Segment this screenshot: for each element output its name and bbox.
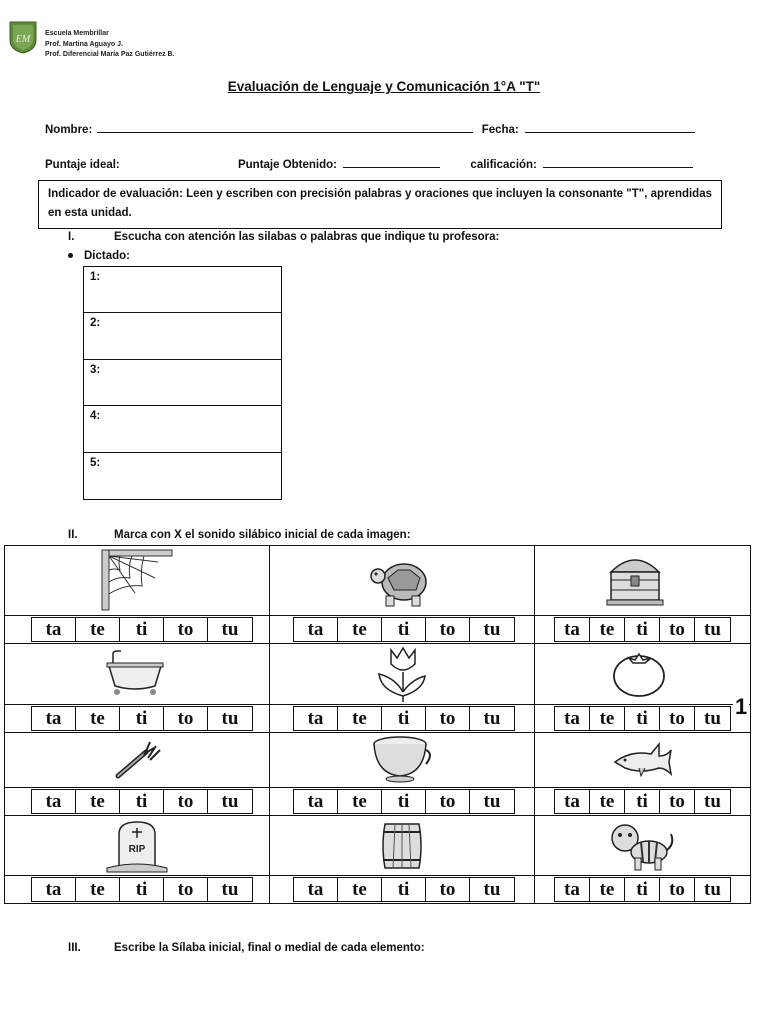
syllable-options (293, 617, 515, 642)
calificacion-blank[interactable] (543, 157, 693, 168)
grid-divider (534, 546, 535, 903)
syllable-options (293, 789, 515, 814)
grid-divider (5, 615, 750, 616)
syllable-grid (4, 545, 751, 904)
diff-teacher-name: Prof. Diferencial María Paz Gutiérrez B. (45, 51, 175, 58)
svg-text:EM: EM (15, 34, 31, 45)
tomato-icon (611, 648, 667, 698)
syllable-to[interactable]: to (660, 618, 695, 641)
syllable-ta[interactable]: ta (555, 618, 590, 641)
fork-icon (110, 736, 166, 782)
syllable-ta[interactable]: ta (294, 878, 338, 901)
teacher-name: Prof. Martina Aguayo J. (45, 40, 123, 48)
grid-divider (5, 815, 750, 816)
calificacion-label: calificación: (470, 159, 537, 171)
syllable-ta[interactable]: ta (32, 878, 76, 901)
syllable-ta[interactable]: ta (555, 707, 590, 730)
dictation-table (83, 266, 282, 500)
school-name: Escuela Membrillar (45, 30, 109, 37)
turtle-icon (368, 550, 434, 612)
syllable-ti[interactable]: ti (120, 618, 164, 641)
cup-icon (370, 734, 434, 784)
page-title: Evaluación de Lenguaje y Comunicación 1°A "T" (227, 79, 541, 94)
syllable-ti[interactable]: ti (625, 790, 660, 813)
bullet-icon (68, 253, 73, 258)
syllable-options (554, 789, 731, 814)
syllable-options (31, 617, 253, 642)
shark-icon (611, 738, 673, 782)
section-3-text: Escribe la Sílaba inicial, final o medial de cada elemento: (114, 942, 425, 954)
syllable-tu[interactable]: tu (704, 619, 721, 640)
syllable-ta[interactable]: ta (294, 790, 338, 813)
syllable-to[interactable]: to (164, 878, 208, 901)
syllable-to[interactable]: to (426, 707, 470, 730)
puntaje-obtenido-blank[interactable] (343, 157, 440, 168)
fecha-label: Fecha: (481, 124, 519, 136)
syllable-ti[interactable]: ti (382, 878, 426, 901)
svg-text:RIP: RIP (128, 844, 146, 855)
school-logo-icon (9, 20, 37, 54)
syllable-ti[interactable]: ti (382, 618, 426, 641)
syllable-to[interactable]: to (426, 878, 470, 901)
school-info (45, 29, 175, 61)
syllable-ta[interactable]: ta (555, 878, 590, 901)
evaluation-indicator: Indicador de evaluación: Leen y escriben con precisión palabras y oraciones que incluyen la consonante "T", aprendidas en esta unidad. (38, 180, 722, 229)
barrel-icon (377, 820, 427, 874)
puntaje-ideal-label: Puntaje ideal: (45, 159, 120, 171)
nombre-label: Nombre: (45, 124, 93, 136)
syllable-te[interactable]: te (590, 790, 625, 813)
syllable-tu[interactable]: tu (483, 708, 501, 729)
syllable-options (31, 877, 253, 902)
section-1-number: I. (68, 231, 75, 243)
dictation-row-1[interactable]: 1: (84, 267, 281, 313)
grid-divider (5, 643, 750, 644)
syllable-ta[interactable]: ta (294, 707, 338, 730)
syllable-ta[interactable]: ta (294, 618, 338, 641)
puntaje-obtenido-label: Puntaje Obtenido: (237, 159, 338, 171)
section-3-heading (68, 942, 425, 954)
syllable-to[interactable]: to (164, 618, 208, 641)
syllable-ti[interactable]: ti (382, 790, 426, 813)
section-1-heading (68, 231, 499, 243)
syllable-to[interactable]: to (164, 707, 208, 730)
syllable-te[interactable]: te (76, 878, 120, 901)
bathtub-icon (105, 650, 165, 698)
section-2-text: Marca con X el sonido silábico inicial de cada imagen: (114, 529, 411, 541)
syllable-to[interactable]: to (426, 790, 470, 813)
syllable-te[interactable]: te (338, 790, 382, 813)
syllable-te[interactable]: te (590, 878, 625, 901)
syllable-options (554, 706, 731, 731)
syllable-te[interactable]: te (590, 618, 625, 641)
syllable-te[interactable]: te (338, 878, 382, 901)
syllable-to[interactable]: to (660, 790, 695, 813)
syllable-te[interactable]: te (76, 790, 120, 813)
syllable-options (554, 877, 731, 902)
syllable-ti[interactable]: ti (625, 618, 660, 641)
score-row (45, 157, 693, 171)
syllable-ti[interactable]: ti (625, 878, 660, 901)
dictado-text: Dictado: (84, 250, 130, 262)
syllable-options (554, 617, 731, 642)
name-date-row (45, 122, 695, 136)
syllable-tu[interactable]: tu (483, 791, 501, 812)
syllable-options (31, 706, 253, 731)
section-2-number: II. (68, 529, 78, 541)
tiger-icon (609, 820, 675, 874)
syllable-te[interactable]: te (338, 707, 382, 730)
syllable-options (31, 789, 253, 814)
syllable-ti[interactable]: ti (120, 790, 164, 813)
syllable-ti[interactable]: ti (625, 707, 660, 730)
syllable-tu[interactable]: tu (221, 708, 239, 729)
tombstone-icon (105, 818, 169, 874)
syllable-tu[interactable]: tu (221, 791, 239, 812)
grid-divider (5, 875, 750, 876)
syllable-ti[interactable]: ti (382, 707, 426, 730)
syllable-ta[interactable]: ta (32, 790, 76, 813)
section-3-number: III. (68, 942, 81, 954)
dictation-row-4[interactable]: 4: (84, 406, 281, 452)
syllable-tu[interactable]: tu (704, 791, 721, 812)
grid-divider (5, 787, 750, 788)
spider-web-icon (100, 548, 174, 612)
syllable-ta[interactable]: ta (32, 707, 76, 730)
section-1-text: Escucha con atención las silabas o palabras que indique tu profesora: (114, 231, 500, 243)
dictation-row-3[interactable]: 3: (84, 360, 281, 406)
nombre-blank[interactable] (97, 122, 473, 133)
grid-divider (269, 546, 270, 903)
tulip-icon (373, 646, 433, 704)
syllable-tu[interactable]: tu (221, 879, 239, 900)
syllable-options (293, 706, 515, 731)
syllable-te[interactable]: te (338, 618, 382, 641)
syllable-ta[interactable]: ta (555, 790, 590, 813)
fecha-blank[interactable] (525, 122, 695, 133)
syllable-te[interactable]: te (76, 618, 120, 641)
syllable-to[interactable]: to (660, 707, 695, 730)
syllable-tu[interactable]: tu (221, 619, 239, 640)
syllable-ti[interactable]: ti (120, 707, 164, 730)
syllable-tu[interactable]: tu (483, 879, 501, 900)
syllable-te[interactable]: te (590, 707, 625, 730)
grid-divider (5, 732, 750, 733)
syllable-to[interactable]: to (164, 790, 208, 813)
section-2-heading (68, 529, 411, 541)
syllable-ti[interactable]: ti (120, 878, 164, 901)
syllable-tu[interactable]: tu (704, 708, 721, 729)
treasure-chest-icon (605, 550, 665, 608)
syllable-to[interactable]: to (426, 618, 470, 641)
syllable-to[interactable]: to (660, 878, 695, 901)
dictation-row-2[interactable]: 2: (84, 313, 281, 359)
grid-divider (5, 704, 750, 705)
syllable-options (293, 877, 515, 902)
syllable-tu[interactable]: tu (704, 879, 721, 900)
dictado-label (68, 250, 130, 262)
page-number: 1 (735, 694, 748, 719)
dictation-row-5[interactable]: 5: (90, 456, 101, 469)
syllable-tu[interactable]: tu (483, 619, 501, 640)
syllable-ta[interactable]: ta (32, 618, 76, 641)
syllable-te[interactable]: te (76, 707, 120, 730)
